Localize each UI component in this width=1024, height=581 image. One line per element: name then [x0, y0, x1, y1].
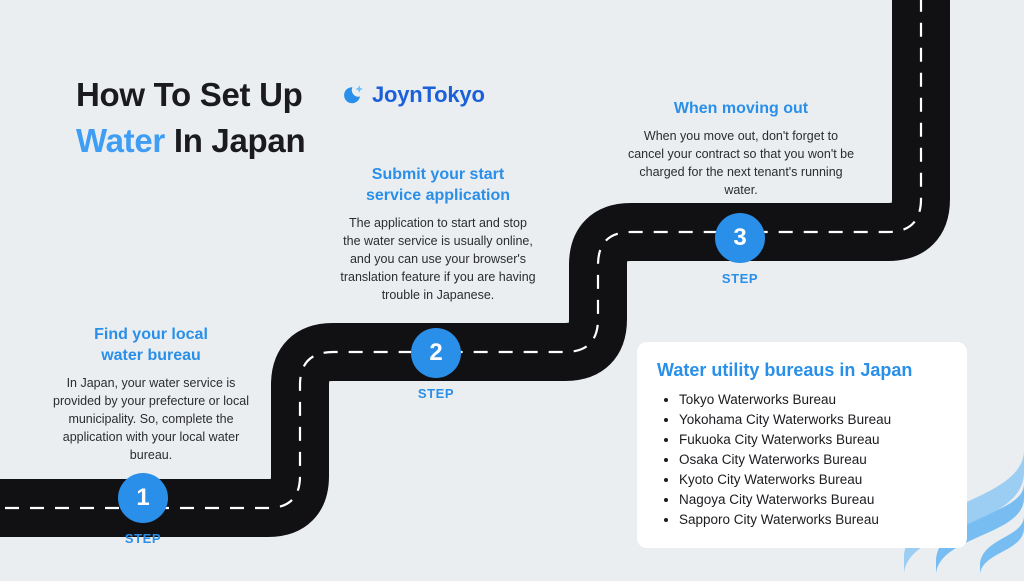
list-item: • Fukuoka City Waterworks Bureau	[679, 430, 947, 450]
step-2-marker	[401, 328, 471, 401]
title-accent-word: Water	[76, 122, 165, 159]
title-line-2	[76, 118, 305, 164]
step-3-label: STEP	[721, 271, 759, 286]
list-item: • Yokohama City Waterworks Bureau	[679, 410, 947, 430]
step-3-marker	[705, 213, 775, 286]
step-2-heading-line-1: Submit your start	[371, 166, 505, 183]
title-line-1: How To Set Up	[76, 76, 303, 113]
step-3-block	[627, 98, 855, 199]
step-3-heading	[627, 98, 855, 119]
step-2-label: STEP	[417, 386, 455, 401]
list-item: • Nagoya City Waterworks Bureau	[679, 490, 947, 510]
bureau-list-card	[637, 342, 967, 548]
page-title	[76, 72, 305, 164]
step-1-label: STEP	[124, 531, 162, 546]
step-1-marker	[108, 473, 178, 546]
step-3-heading-line-1: When moving out	[673, 100, 809, 117]
bureau-list-title: Water utility bureaus in Japan	[657, 360, 913, 380]
step-3-number: 3	[715, 213, 765, 263]
list-item: • Sapporo City Waterworks Bureau	[679, 510, 947, 530]
step-1-number: 1	[118, 473, 168, 523]
step-2-heading	[340, 164, 536, 206]
list-item: • Osaka City Waterworks Bureau	[679, 450, 947, 470]
step-2-number: 2	[411, 328, 461, 378]
title-line-2-rest: In Japan	[164, 122, 306, 159]
step-2-block	[340, 164, 536, 304]
step-1-heading	[46, 324, 256, 366]
bureau-list	[657, 390, 947, 530]
step-2-body: The application to start and stop the water service is usually online, and you can use your browser's translation feature if you are having trouble in Japanese.	[340, 216, 536, 302]
brand-logo[interactable]	[341, 82, 485, 108]
step-3-body: When you move out, don't forget to cancel your contract so that you won't be charged for the next tenant's running water.	[627, 129, 855, 197]
step-1-block	[46, 324, 256, 464]
list-item: • Kyoto City Waterworks Bureau	[679, 470, 947, 490]
step-2-heading-line-2: service application	[365, 187, 511, 204]
step-1-body: In Japan, your water service is provided by your prefecture or local municipality. So, complete the application with your local water bureau.	[53, 376, 249, 462]
list-item: • Tokyo Waterworks Bureau	[679, 390, 947, 410]
moon-star-icon	[341, 82, 367, 108]
step-1-heading-line-2: water bureau	[101, 347, 201, 364]
brand-name: JoynTokyo	[372, 82, 485, 107]
step-1-heading-line-1: Find your local	[94, 326, 208, 343]
